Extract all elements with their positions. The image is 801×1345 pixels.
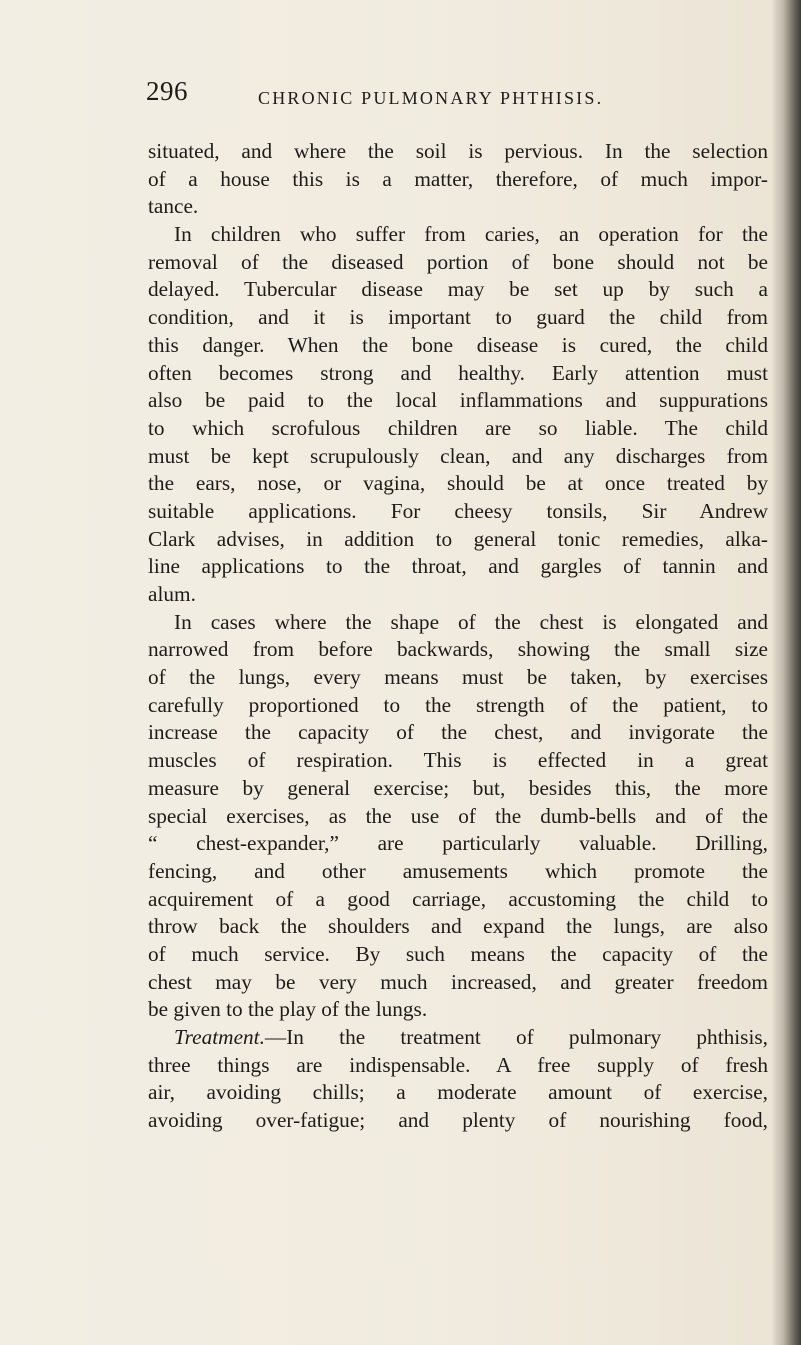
text-line: measure by general exercise; but, besides this, the more bbox=[148, 775, 768, 800]
text-line: Clark advises, in addition to general tonic remedies, alka- bbox=[148, 526, 768, 551]
text-line: be given to the play of the lungs. bbox=[148, 997, 428, 1022]
text-line: chest may be very much increased, and greater freedom bbox=[148, 969, 768, 994]
text-line: also be paid to the local inflammations and suppurations bbox=[148, 388, 768, 413]
text-line: condition, and it is important to guard the child from bbox=[148, 305, 768, 330]
text-line: suitable applications. For cheesy tonsils, Sir Andrew bbox=[148, 498, 768, 523]
text-line: three things are indispensable. A free supply of fresh bbox=[148, 1052, 768, 1077]
text-line: throw back the shoulders and expand the lungs, are also bbox=[148, 914, 768, 939]
text-line: carefully proportioned to the strength of the patient, to bbox=[148, 692, 768, 717]
text-line: muscles of respiration. This is effected in a great bbox=[148, 748, 768, 773]
text-line: special exercises, as the use of the dumb-bells and of the bbox=[148, 803, 768, 828]
text-line: avoiding over-fatigue; and plenty of nourishing food, bbox=[148, 1108, 768, 1133]
text-line: removal of the diseased portion of bone should not be bbox=[148, 249, 768, 274]
text-line: In children who suffer from caries, an operation for the bbox=[174, 222, 768, 247]
page-number: 296 bbox=[146, 76, 188, 106]
text-line: In cases where the shape of the chest is elongated and bbox=[174, 609, 768, 634]
page-header bbox=[146, 76, 786, 116]
text-line: acquirement of a good carriage, accustoming the child to bbox=[148, 886, 768, 911]
text-line: alum. bbox=[148, 582, 196, 606]
text-line: of a house this is a matter, therefore, of much impor- bbox=[148, 166, 768, 191]
text-line: to which scrofulous children are so liable. The child bbox=[148, 415, 768, 440]
text-line: delayed. Tubercular disease may be set up by such a bbox=[148, 277, 768, 302]
text-line: narrowed from before backwards, showing the small size bbox=[148, 637, 768, 662]
treatment-heading: Treatment. bbox=[174, 1025, 265, 1049]
text-line: air, avoiding chills; a moderate amount of exercise, bbox=[148, 1080, 768, 1105]
text-line: line applications to the throat, and gargles of tannin and bbox=[148, 554, 768, 579]
text-line: fencing, and other amusements which promote the bbox=[148, 858, 768, 883]
text-line: increase the capacity of the chest, and invigorate the bbox=[148, 720, 768, 745]
body-text bbox=[148, 138, 768, 1135]
text-line: the ears, nose, or vagina, should be at once treated by bbox=[148, 471, 768, 496]
text-line-treatment bbox=[148, 1024, 768, 1052]
text-line: tance. bbox=[148, 194, 199, 219]
text-line: “ chest-expander,” are particularly valuable. Drilling, bbox=[148, 831, 768, 856]
treatment-text: —In the treatment of pulmonary phthisis, bbox=[264, 1025, 768, 1049]
text-line: of much service. By such means the capacity of the bbox=[148, 941, 768, 966]
text-line: this danger. When the bone disease is cured, the child bbox=[148, 332, 768, 357]
page-edge-shadow bbox=[771, 0, 801, 1345]
running-head: CHRONIC PULMONARY PHTHISIS. bbox=[258, 88, 604, 108]
text-line: often becomes strong and healthy. Early attention must bbox=[148, 360, 768, 385]
text-line: must be kept scrupulously clean, and any discharges from bbox=[148, 443, 768, 468]
text-line: of the lungs, every means must be taken, by exercises bbox=[148, 665, 768, 690]
text-line: situated, and where the soil is pervious. In the selection bbox=[148, 139, 768, 163]
